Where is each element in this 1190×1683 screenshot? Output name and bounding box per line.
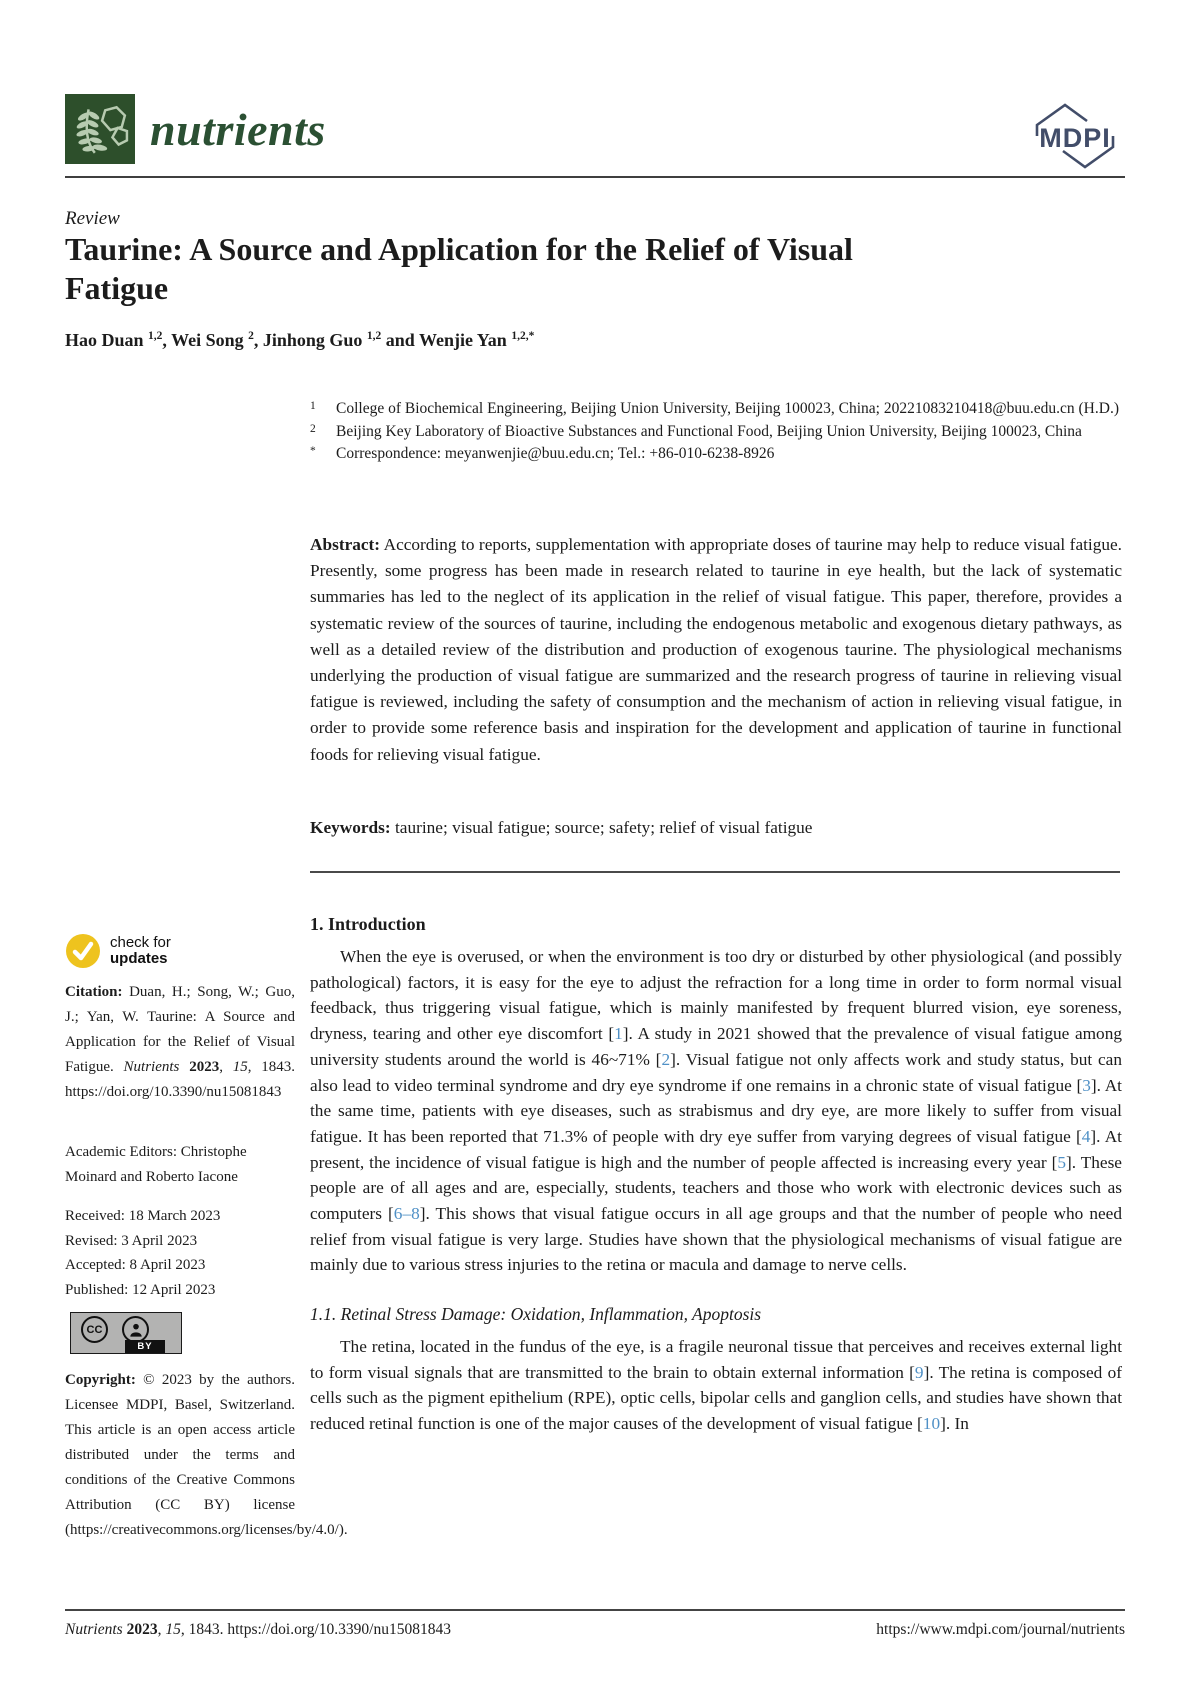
check-for-updates-badge[interactable] <box>66 934 171 968</box>
affiliation-text: Beijing Key Laboratory of Bioactive Substances and Functional Food, Beijing Union University, Beijing 100023, China <box>336 422 1082 440</box>
wheat-molecule-icon <box>71 100 129 158</box>
affiliation-marker: 2 <box>310 422 316 435</box>
affiliation-item <box>310 421 1122 444</box>
footer-journal-url-link[interactable]: https://www.mdpi.com/journal/nutrients <box>876 1621 1125 1638</box>
copyright-label: Copyright: <box>65 1372 136 1388</box>
citation-link[interactable]: 2 <box>661 1049 671 1069</box>
citation-link[interactable]: 9 <box>914 1362 924 1382</box>
footer-citation-doi-link[interactable]: Nutrients 2023, 15, 1843. https://doi.org/10.3390/nu15081843 <box>65 1621 451 1638</box>
revised-date: Revised: 3 April 2023 <box>65 1232 198 1249</box>
cc-icon: CC <box>81 1316 108 1343</box>
abstract-text: According to reports, supplementation with appropriate doses of taurine may help to reduce visual fatigue. Presently, some progress has been made in research related to taurine in eye health, but the lack of systematic summaries has led to the neglect of its application in the relief of visual fatigue. This paper, therefore, provides a systematic review of the sources of taurine, including the endogenous metabolic and exogenous dietary pathways, as well as a detailed review of the distribution and production of exogenous taurine. The physiological mechanisms underlying the production of visual fatigue are summarized and the research progress of taurine in relieving visual fatigue is reviewed, including the safety of consumption and the mechanism of action in relieving visual fatigue, in order to provide some reference basis and inspiration for the development and application of taurine in functional foods for relieving visual fatigue. <box>310 535 1122 764</box>
cc-by-license-badge[interactable] <box>70 1312 182 1354</box>
section-divider <box>310 871 1120 873</box>
mdpi-logo <box>1028 102 1122 170</box>
affiliation-item <box>310 398 1122 421</box>
abstract-label: Abstract: <box>310 535 381 554</box>
copyright-text: © 2023 by the authors. Licensee MDPI, Basel, Switzerland. This article is an open access article distributed under the terms and conditions of the Creative Commons Attribution (CC BY) license (https://creativecommons.org/licenses/by/4.0/). <box>65 1372 348 1538</box>
citation-link[interactable]: 6–8 <box>393 1204 420 1224</box>
article-type-label: Review <box>65 208 120 229</box>
citation-link[interactable]: 1 <box>614 1024 623 1044</box>
affiliation-marker: * <box>310 445 316 457</box>
citation-link[interactable]: 10 <box>922 1414 941 1434</box>
academic-editors: Academic Editors: Christophe Moinard and Roberto Iacone <box>65 1144 247 1185</box>
keywords-text: taurine; visual fatigue; source; safety; relief of visual fatigue <box>394 818 813 837</box>
article-history <box>65 1204 295 1302</box>
footer-divider <box>65 1609 1125 1611</box>
person-icon <box>122 1316 149 1343</box>
accepted-date: Accepted: 8 April 2023 <box>65 1257 206 1273</box>
check-icon <box>66 934 100 968</box>
nutrients-logo <box>65 94 135 164</box>
copyright-block <box>65 1368 348 1543</box>
section-heading-introduction: 1. Introduction <box>310 914 426 934</box>
header-divider <box>65 176 1125 178</box>
received-date: Received: 18 March 2023 <box>65 1208 221 1224</box>
by-label: BY <box>125 1340 165 1353</box>
citation-block <box>65 980 295 1105</box>
abstract <box>310 532 1122 768</box>
authors-line: Hao Duan $^{1,2}$, Wei Song $^2$, Jinhong Guo $^{1,2}$ and Wenjie Yan $^{1,2,*}$ <box>65 330 535 350</box>
check-for-updates-label: check for updates <box>110 934 171 967</box>
introduction-paragraph: When the eye is overused, or when the environment is too dry or disturbed by other physiological (and possibly pathological) factors, it is easy for the eye to adjust the refraction for a long time in order to form normal visual feedback, thus triggering visual fatigue, which is mainly manifested by frequent blurred vision, eye soreness, dryness, tearing and other eye discomfort [1]. A study in 2021 showed that the prevalence of visual fatigue among university students around the world is 46~71% [2]. Visual fatigue not only affects work and study status, but can also lead to video terminal syndrome and dry eye syndrome if one remains in a chronic state of visual fatigue [3]. At the same time, patients with eye diseases, such as strabismus and dry eye, are more likely to suffer from visual fatigue. It has been reported that 71.3% of people with dry eye suffer from varying degrees of visual fatigue [4]. At present, the incidence of visual fatigue is high and the number of people affected is increasing every year [5]. These people are of all ages and are, especially, students, teachers and those who work with electronic devices such as computers [6–8]. This shows that visual fatigue occurs in all age groups and that the number of people who need relief from visual fatigue is very large. Studies have shown that the physiological mechanisms of visual fatigue are mainly due to various stress injuries to the retina or macula and damage to nerve cells. <box>310 947 1122 1275</box>
affiliation-item <box>310 443 1122 466</box>
mdpi-logo-text: MDPI <box>1039 123 1111 153</box>
affiliation-list <box>310 398 1122 466</box>
subsection-heading-retinal-stress: 1.1. Retinal Stress Damage: Oxidation, Inflammation, Apoptosis <box>310 1304 762 1324</box>
citation-link[interactable]: 3 <box>1082 1075 1091 1095</box>
affiliation-text: College of Biochemical Engineering, Beijing Union University, Beijing 100023, China; 20221083210418@buu.edu.cn (H.D.) <box>336 400 1119 417</box>
journal-title: nutrients <box>150 103 326 155</box>
published-date: Published: 12 April 2023 <box>65 1281 216 1298</box>
citation-link[interactable]: 5 <box>1057 1152 1067 1172</box>
correspondence-text: Correspondence: meyanwenjie@buu.edu.cn; Tel.: +86-010-6238-8926 <box>336 445 775 462</box>
citation-label: Citation: <box>65 984 123 1000</box>
citation-link[interactable]: 4 <box>1081 1126 1091 1146</box>
article-title: Taurine: A Source and Application for the Relief of Visual Fatigue <box>65 231 853 306</box>
retinal-stress-paragraph: The retina, located in the fundus of the eye, is a fragile neuronal tissue that perceives and receives external light to form visual signals that are transmitted to the brain to obtain external information [9]. The retina is composed of cells such as the pigment epithelium (RPE), optic cells, bipolar cells and ganglion cells, and studies have shown that reduced retinal function is one of the major causes of the development of visual fatigue [10]. In <box>310 1337 1123 1434</box>
keywords-label: Keywords: <box>310 818 391 837</box>
affiliation-marker: 1 <box>310 400 316 412</box>
citation-text: Duan, H.; Song, W.; Guo, J.; Yan, W. Taurine: A Source and Application for the Relief of Visual Fatigue. Nutrients 2023, 15, 1843. https://doi.org/10.3390/nu15081843 <box>65 984 296 1100</box>
keywords <box>310 818 1122 838</box>
